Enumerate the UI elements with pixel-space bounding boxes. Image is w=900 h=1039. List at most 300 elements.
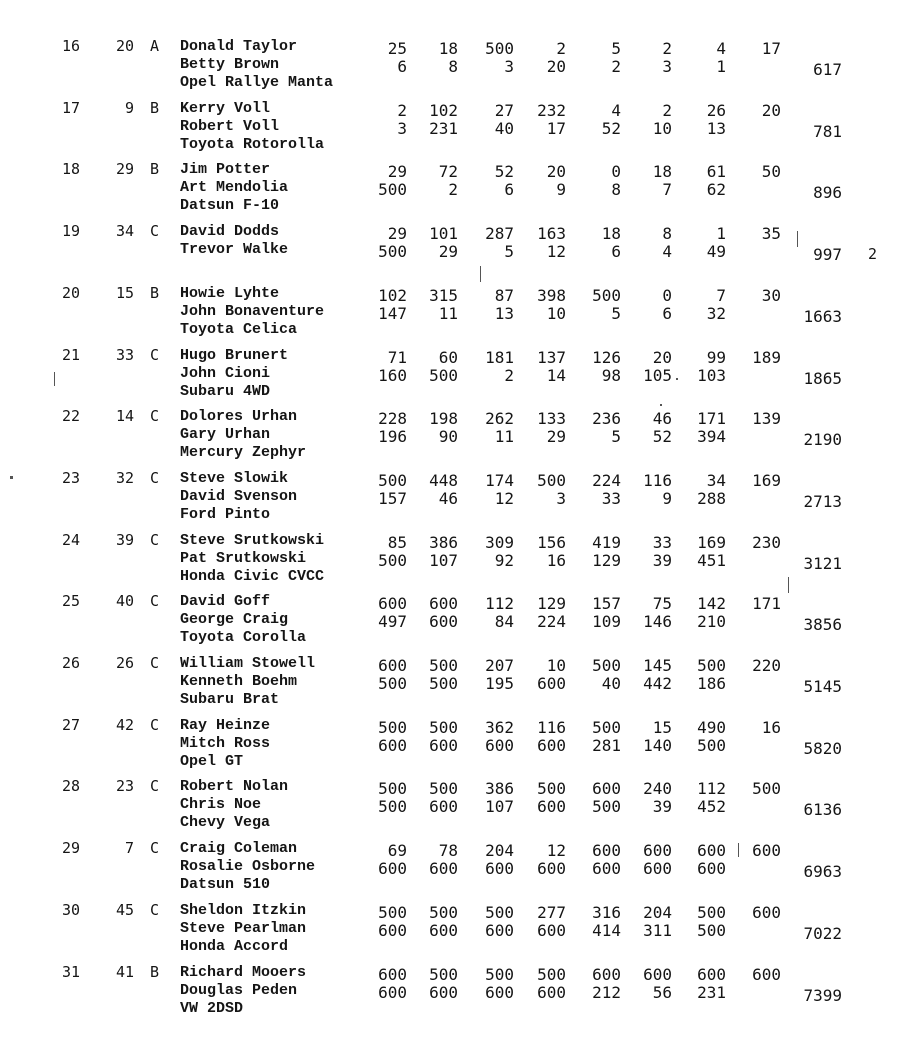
- leg-score: 46: [652, 409, 672, 429]
- leg-score: 103: [697, 365, 726, 385]
- total-score: 5820: [803, 738, 842, 758]
- leg-score: 5: [611, 39, 621, 58]
- leg-score: 17: [546, 118, 566, 138]
- leg-score: 500: [429, 964, 458, 984]
- leg-score: 600: [378, 859, 407, 879]
- leg-score: 7: [716, 285, 726, 305]
- leg-score: 186: [697, 674, 726, 693]
- leg-score: 171: [697, 409, 726, 429]
- leg-score: 8: [611, 180, 621, 200]
- leg-score-column: [520, 40, 566, 76]
- leg-score-column: [735, 904, 781, 922]
- scan-speck: [54, 372, 55, 386]
- leg-score-column: [626, 472, 672, 508]
- finish-position: 28: [62, 777, 81, 796]
- leg-score-column: [626, 780, 672, 816]
- leg-score: 600: [592, 964, 621, 984]
- leg-score: 171: [752, 594, 781, 614]
- leg-score: 500: [378, 779, 407, 799]
- leg-score-column: [680, 163, 726, 199]
- leg-score: 452: [697, 797, 726, 817]
- leg-score: 105: [643, 365, 672, 385]
- leg-score-column: [361, 966, 407, 1002]
- leg-score: 311: [643, 920, 672, 940]
- leg-score-column: [361, 719, 407, 755]
- crew-and-car: [180, 347, 288, 401]
- leg-score: 181: [485, 347, 514, 367]
- leg-score: 600: [643, 841, 672, 861]
- leg-score: 52: [494, 162, 514, 182]
- leg-score: 20: [546, 162, 566, 182]
- car-number: 29: [115, 160, 134, 179]
- result-entry: [0, 778, 900, 840]
- crew-and-car: [180, 964, 306, 1018]
- leg-score: 12: [546, 841, 566, 861]
- leg-score: 500: [429, 717, 458, 737]
- leg-score-column: [520, 780, 566, 816]
- leg-score-column: [626, 225, 672, 261]
- leg-score: 228: [378, 409, 407, 429]
- leg-score: 500: [429, 902, 458, 922]
- result-entry: [0, 285, 900, 347]
- leg-score: 1: [716, 224, 726, 244]
- leg-score: 52: [652, 427, 672, 447]
- leg-score: 25: [387, 39, 407, 58]
- leg-score: 85: [387, 532, 407, 552]
- leg-score: 600: [429, 735, 458, 755]
- leg-score: 500: [378, 717, 407, 737]
- leg-score: 15: [652, 717, 672, 737]
- leg-score-column: [412, 102, 458, 138]
- leg-score: 386: [429, 532, 458, 552]
- leg-score: 2: [448, 180, 458, 200]
- leg-score: 169: [752, 470, 781, 490]
- leg-score: 0: [662, 285, 672, 305]
- leg-score: 500: [537, 779, 566, 799]
- leg-score: 18: [601, 224, 621, 244]
- leg-score: 50: [761, 162, 781, 182]
- leg-score-column: [520, 410, 566, 446]
- leg-score-column: [520, 904, 566, 940]
- finish-position: 27: [62, 715, 81, 734]
- car-number: 9: [124, 98, 134, 117]
- class-letter: C: [150, 468, 160, 487]
- leg-score: 69: [387, 841, 407, 861]
- result-entry: [0, 902, 900, 964]
- class-letter: C: [150, 777, 160, 796]
- leg-score: 500: [485, 964, 514, 984]
- leg-score: 147: [378, 303, 407, 323]
- leg-score: 600: [752, 841, 781, 861]
- leg-score: 9: [662, 488, 672, 508]
- leg-score: 240: [643, 779, 672, 799]
- class-letter: C: [150, 345, 160, 364]
- result-entry: [0, 223, 900, 285]
- leg-score-column: [680, 40, 726, 76]
- result-entry: [0, 655, 900, 717]
- navigator-name: Rosalie Osborne: [180, 858, 316, 876]
- leg-score-column: [468, 780, 514, 816]
- leg-score-column: [735, 287, 781, 305]
- leg-score-column: [735, 102, 781, 120]
- leg-score: 174: [485, 470, 514, 490]
- class-letter: C: [150, 715, 160, 734]
- car-model: Mercury Zephyr: [180, 444, 307, 462]
- leg-score: 78: [438, 841, 458, 861]
- leg-score-column: [680, 719, 726, 755]
- class-letter: B: [150, 962, 160, 981]
- car-model: Datsun 510: [180, 876, 271, 894]
- leg-score: 4: [611, 100, 621, 120]
- leg-score: 5: [504, 242, 514, 262]
- leg-score: 500: [429, 365, 458, 385]
- leg-score: 146: [643, 612, 672, 632]
- leg-score: 10: [652, 118, 672, 138]
- leg-score-column: [520, 595, 566, 631]
- leg-score: 29: [387, 162, 407, 182]
- car-number: 34: [115, 222, 134, 241]
- class-letter: B: [150, 283, 160, 302]
- leg-score: 11: [494, 427, 514, 447]
- leg-score: 500: [592, 656, 621, 675]
- leg-score-column: [735, 966, 781, 984]
- leg-score: 500: [592, 797, 621, 817]
- leg-score-column: [735, 349, 781, 367]
- leg-score: 1: [716, 57, 726, 76]
- leg-score-column: [575, 719, 621, 755]
- leg-score: 500: [429, 779, 458, 799]
- leg-score: 500: [378, 550, 407, 570]
- leg-score: 600: [429, 594, 458, 614]
- leg-score: 419: [592, 532, 621, 552]
- finish-position: 21: [62, 345, 81, 364]
- finish-position: 31: [62, 962, 81, 981]
- leg-score: 600: [537, 982, 566, 1002]
- finish-position: 29: [62, 839, 81, 858]
- leg-score: 33: [601, 488, 621, 508]
- leg-score: 4: [662, 242, 672, 262]
- crew-and-car: [180, 717, 270, 771]
- leg-score: 394: [697, 427, 726, 447]
- leg-score-column: [680, 225, 726, 261]
- leg-score: 315: [429, 285, 458, 305]
- leg-score: 414: [592, 920, 621, 940]
- leg-score-column: [412, 40, 458, 76]
- leg-score: 262: [485, 409, 514, 429]
- leg-score: 5: [611, 427, 621, 447]
- car-model: Subaru Brat: [180, 691, 280, 708]
- leg-score-column: [575, 225, 621, 261]
- leg-score: 500: [378, 902, 407, 922]
- navigator-name: Pat Srutkowski: [180, 549, 307, 567]
- navigator-name: Mitch Ross: [180, 734, 271, 752]
- leg-score: 2: [611, 57, 621, 76]
- leg-score-column: [626, 40, 672, 76]
- leg-score-column: [468, 719, 514, 755]
- leg-score-column: [575, 40, 621, 76]
- leg-score: 600: [429, 920, 458, 940]
- leg-score-column: [735, 534, 781, 552]
- leg-score: 600: [429, 859, 458, 879]
- leg-score: 133: [537, 409, 566, 429]
- car-model: [180, 259, 288, 277]
- leg-score-column: [412, 657, 458, 693]
- leg-score-column: [575, 102, 621, 138]
- leg-score: 129: [537, 594, 566, 614]
- leg-score: 17: [761, 39, 781, 58]
- leg-score: 204: [485, 841, 514, 861]
- leg-score: 448: [429, 470, 458, 490]
- total-score: 896: [813, 183, 842, 203]
- car-number: 33: [115, 345, 134, 364]
- driver-name: Jim Potter: [180, 161, 271, 179]
- leg-score-column: [680, 904, 726, 940]
- leg-score-column: [412, 719, 458, 755]
- leg-score-column: [735, 40, 781, 58]
- driver-name: David Dodds: [180, 223, 280, 241]
- leg-score-column: [626, 534, 672, 570]
- leg-score: 14: [546, 365, 566, 385]
- leg-score: 600: [429, 612, 458, 632]
- total-score: 3856: [803, 615, 842, 635]
- leg-score: 500: [485, 902, 514, 922]
- car-number: 7: [124, 839, 134, 858]
- leg-score: 281: [592, 735, 621, 755]
- leg-score-column: [412, 410, 458, 446]
- result-entry: [0, 100, 900, 162]
- leg-score: 49: [706, 242, 726, 262]
- leg-score: 27: [494, 100, 514, 120]
- car-model: Toyota Corolla: [180, 629, 307, 647]
- leg-score: 204: [643, 902, 672, 922]
- leg-score-column: [626, 102, 672, 138]
- leg-score-column: [735, 780, 781, 798]
- leg-score-column: [575, 349, 621, 385]
- crew-and-car: [180, 408, 306, 462]
- leg-score: 500: [485, 39, 514, 58]
- leg-score-column: [520, 657, 566, 693]
- car-model: Chevy Vega: [180, 814, 271, 832]
- leg-score-column: [361, 472, 407, 508]
- driver-name: Kerry Voll: [180, 99, 271, 117]
- finish-position: 22: [62, 407, 81, 426]
- leg-score: 39: [652, 797, 672, 817]
- result-entry: [0, 347, 900, 409]
- total-score: 1865: [803, 368, 842, 388]
- leg-score: 220: [752, 656, 781, 675]
- leg-score: 386: [485, 779, 514, 799]
- leg-score: 9: [556, 180, 566, 200]
- scan-speck: [660, 404, 662, 406]
- scan-speck: [797, 231, 798, 247]
- leg-score-column: [412, 225, 458, 261]
- leg-score-column: [520, 349, 566, 385]
- leg-score-column: [680, 349, 726, 385]
- total-score: 617: [813, 60, 842, 79]
- leg-score-column: [735, 657, 781, 675]
- leg-score: 137: [537, 347, 566, 367]
- car-number: 26: [115, 654, 134, 672]
- leg-score: 600: [485, 859, 514, 879]
- leg-score: 500: [429, 674, 458, 693]
- class-letter: C: [150, 530, 160, 549]
- crew-and-car: [180, 593, 306, 647]
- margin-note: 2: [868, 245, 878, 264]
- leg-score-column: [735, 472, 781, 490]
- driver-name: Robert Nolan: [180, 778, 289, 796]
- navigator-name: Art Mendolia: [180, 179, 289, 197]
- leg-score-column: [468, 472, 514, 508]
- leg-score: 52: [601, 118, 621, 138]
- leg-score: 2: [556, 39, 566, 58]
- leg-score-column: [412, 904, 458, 940]
- leg-score: 500: [378, 797, 407, 817]
- navigator-name: Chris Noe: [180, 796, 262, 814]
- crew-and-car: [180, 223, 288, 277]
- car-model: Datsun F-10: [180, 197, 280, 215]
- car-model: Toyota Celica: [180, 320, 298, 338]
- leg-score: 142: [697, 594, 726, 614]
- leg-score: 600: [485, 920, 514, 940]
- driver-name: Howie Lyhte: [180, 284, 280, 302]
- leg-score: 2: [662, 100, 672, 120]
- driver-name: Richard Mooers: [180, 963, 307, 981]
- leg-score: 600: [537, 859, 566, 879]
- car-number: 20: [115, 37, 134, 55]
- leg-score-column: [468, 595, 514, 631]
- leg-score-column: [520, 534, 566, 570]
- total-score: 5145: [803, 677, 842, 696]
- leg-score-column: [520, 719, 566, 755]
- leg-score: 13: [494, 303, 514, 323]
- leg-score: 398: [537, 285, 566, 305]
- leg-score: 600: [592, 841, 621, 861]
- leg-score-column: [412, 595, 458, 631]
- leg-score: 600: [643, 859, 672, 879]
- leg-score-column: [520, 472, 566, 508]
- leg-score: 3: [556, 488, 566, 508]
- leg-score: 84: [494, 612, 514, 632]
- leg-score: 500: [592, 285, 621, 305]
- result-entry: [0, 717, 900, 779]
- driver-name: Steve Srutkowski: [180, 531, 325, 549]
- leg-score: 600: [537, 674, 566, 693]
- navigator-name: John Bonaventure: [180, 302, 325, 320]
- leg-score-column: [412, 842, 458, 878]
- leg-score: 34: [706, 470, 726, 490]
- leg-score: 61: [706, 162, 726, 182]
- finish-position: 30: [62, 900, 81, 919]
- crew-and-car: [180, 778, 288, 832]
- total-score: 3121: [803, 553, 842, 573]
- leg-score: 500: [592, 717, 621, 737]
- leg-score: 60: [438, 347, 458, 367]
- leg-score: 102: [378, 285, 407, 305]
- car-number: 23: [115, 777, 134, 796]
- leg-score: 112: [485, 594, 514, 614]
- leg-score: 87: [494, 285, 514, 305]
- total-score: 2190: [803, 430, 842, 450]
- crew-and-car: [180, 655, 315, 709]
- leg-score-column: [735, 595, 781, 613]
- leg-score-column: [468, 163, 514, 199]
- class-letter: C: [150, 900, 160, 919]
- leg-score-column: [361, 904, 407, 940]
- leg-score: 600: [378, 964, 407, 984]
- leg-score: 600: [378, 594, 407, 614]
- finish-position: 17: [62, 98, 81, 117]
- leg-score: 16: [546, 550, 566, 570]
- total-score: 6136: [803, 800, 842, 820]
- leg-score: 500: [697, 920, 726, 940]
- leg-score: 600: [752, 964, 781, 984]
- driver-name: David Goff: [180, 593, 271, 611]
- total-score: 781: [813, 121, 842, 141]
- leg-score-column: [735, 842, 781, 860]
- leg-score: 600: [378, 982, 407, 1002]
- leg-score: 198: [429, 409, 458, 429]
- leg-score-column: [575, 780, 621, 816]
- leg-score: 12: [546, 242, 566, 262]
- leg-score: 600: [752, 902, 781, 922]
- class-letter: B: [150, 98, 160, 117]
- driver-name: Steve Slowik: [180, 469, 289, 487]
- leg-score-column: [468, 102, 514, 138]
- leg-score: 600: [537, 797, 566, 817]
- leg-score: 287: [485, 224, 514, 244]
- leg-score: 20: [761, 100, 781, 120]
- leg-score-column: [361, 287, 407, 323]
- car-number: 45: [115, 900, 134, 919]
- leg-score-column: [468, 842, 514, 878]
- leg-score: 10: [546, 656, 566, 675]
- leg-score-column: [626, 966, 672, 1002]
- leg-score-column: [412, 780, 458, 816]
- crew-and-car: [180, 532, 324, 586]
- leg-score: 2: [662, 39, 672, 58]
- car-model: Opel GT: [180, 752, 244, 770]
- leg-score-column: [680, 287, 726, 323]
- leg-score-column: [520, 102, 566, 138]
- leg-score: 6: [662, 303, 672, 323]
- leg-score-column: [361, 595, 407, 631]
- leg-score-column: [735, 719, 781, 737]
- car-number: 39: [115, 530, 134, 549]
- leg-score: 35: [761, 224, 781, 244]
- driver-name: Ray Heinze: [180, 716, 271, 734]
- leg-score: 16: [761, 717, 781, 737]
- finish-position: 19: [62, 222, 81, 241]
- leg-score-column: [520, 842, 566, 878]
- result-entry: [0, 840, 900, 902]
- scan-speck: [738, 843, 739, 857]
- crew-and-car: [180, 470, 297, 524]
- leg-score: 12: [494, 488, 514, 508]
- leg-score: 26: [706, 100, 726, 120]
- class-letter: C: [150, 407, 160, 426]
- car-model: Honda Accord: [180, 937, 289, 955]
- leg-score-column: [575, 966, 621, 1002]
- leg-score: 288: [697, 488, 726, 508]
- leg-score: 189: [752, 347, 781, 367]
- leg-score: 232: [537, 100, 566, 120]
- leg-score: 210: [697, 612, 726, 632]
- total-score: 6963: [803, 862, 842, 882]
- leg-score-column: [735, 225, 781, 243]
- leg-score: 71: [387, 347, 407, 367]
- driver-name: William Stowell: [180, 655, 316, 672]
- navigator-name: Robert Voll: [180, 117, 280, 135]
